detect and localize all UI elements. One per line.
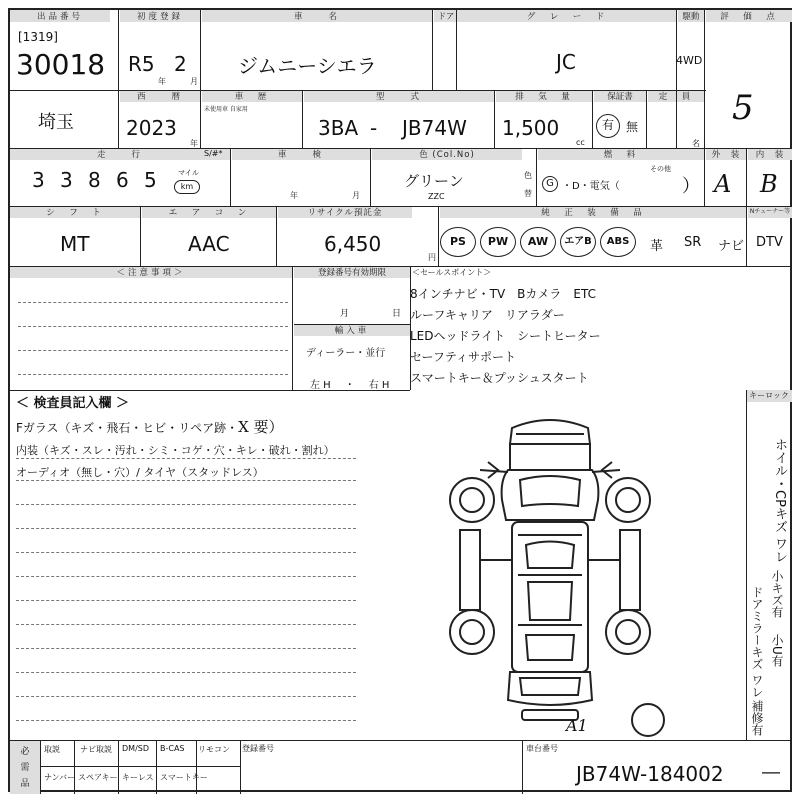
mileage-label: 走 行	[10, 148, 230, 160]
option-leather: 革	[650, 239, 664, 254]
sales-point: LEDヘッドライト シートヒーター	[410, 329, 601, 343]
footer-navi: ナビ取説	[80, 745, 112, 754]
drive: 4WD	[676, 54, 703, 67]
lot-number: 30018	[16, 48, 106, 81]
fuel-d: D	[572, 181, 580, 192]
import-right: 右 H	[368, 380, 390, 391]
first-reg-era: R5	[128, 52, 155, 76]
option-sr: SR	[684, 235, 702, 250]
option-aw: AW	[520, 227, 556, 257]
footer-number: ナンバー	[44, 773, 76, 782]
cc-unit: cc	[576, 138, 585, 147]
inspection-label: 車 検	[232, 148, 370, 160]
notes-label: ＜注意事項＞	[10, 266, 292, 278]
reg-no-label: 登録番号	[242, 744, 274, 753]
footer-smartkey: スマートキー	[160, 773, 208, 782]
mileage-digit: 3	[32, 168, 45, 192]
tuner-label: Nチューナー等	[748, 206, 792, 218]
lot-tag: [1319]	[18, 30, 58, 44]
chassis-number: JB74W-184002	[576, 762, 724, 786]
model-dash: -	[370, 116, 378, 140]
color-label: 色 (Col.No)	[372, 148, 522, 160]
sales-points-label: ＜セールスポイント＞	[412, 268, 492, 277]
vehicle-history-note: 未使用車 自家用	[204, 106, 248, 113]
capacity-unit: 名	[692, 139, 700, 148]
footer-side-1: 必	[20, 747, 30, 757]
grade: JC	[556, 50, 576, 74]
damage-note-1: ホイル・CPキズ ワレ	[772, 438, 787, 564]
inspection-month-unit: 月	[352, 191, 360, 200]
footer-dm: DM/SD	[122, 744, 149, 753]
model-prefix: 3BA	[318, 116, 359, 140]
color-side-2: 替	[524, 189, 532, 198]
auction-sheet: 出品番号 [1319] 30018 初度登録 R5 2 年 月 車 名 ジムニーシエラ ドア グ レ ー ド JC 駆動 4WD 評 価 点 5 埼玉 西 暦 2023 年 車 歴 未使用車 自家用 型 式 3BA - JB74W 排 気 量 1,500 cc 保証書 有 無 定 員 名 走 行 S/#* 3 3 8 6 5 マイル km 車 検 年 月 色 (Col.No) グリーン ZZC 色 替 燃 料 G ・D・電気（ その他 ） 外 装 A 内 装 B シ フ ト MT エ ア コ ン AAC リサイクル預託金 6,450 円 純 正 装 備 品 Nチューナー等 PS PW AW エアB ABS 革 SR ナビ DTV ＜注意事項＞ 登録番号有効期限 月 日 輸入車 ディーラー・並行 左 H ・ 右 H ＜セールスポイント＞ 8インチナビ・TV Bカメラ ETC ルーフキャリア リアラダー LEDヘッドライト シートヒーター セーフティサポート スマートキー＆プッシュスタート ＜ 検査員記入欄 ＞ Fガラス（キズ・飛石・ヒビ・リペア跡・X 要） 内装（キズ・スレ・汚れ・シミ・コゲ・穴・キレ・破れ・割れ） オーディオ（無し・穴）/ タイヤ（スタッドレス） A1 キーロック ホイル・CPキズ ワレ ドアミラーキズ ワレ 小キズ有 小U有 補修有 必 需 品 取説 ナビ取説 DM/SD B-CAS リモコン ナンバー スペアキー キーレス スマートキー 登録番号 車台番号 JB74W-184002 ―	[8, 8, 792, 792]
first-reg-label: 初度登録	[120, 10, 200, 22]
first-reg-month: 2	[174, 52, 187, 76]
inspector-line-3: オーディオ（無し・穴）/ タイヤ（スタッドレス）	[16, 466, 264, 479]
sales-point: 8インチナビ・TV Bカメラ ETC	[410, 287, 596, 301]
keylock-label: キーロック	[746, 390, 792, 402]
option-pw: PW	[480, 227, 516, 257]
car-damage-diagram	[430, 410, 670, 740]
color-code: ZZC	[428, 192, 445, 201]
model-label: 型 式	[304, 90, 494, 102]
sales-point: スマートキー＆プッシュスタート	[410, 371, 589, 385]
sales-point: セーフティサポート	[410, 350, 516, 364]
recycle-value: 6,450	[324, 232, 382, 256]
month-unit: 月	[190, 77, 198, 86]
damage-note-4: 小U有	[770, 634, 784, 667]
score-label: 評 価 点	[706, 10, 792, 22]
footer-spare: スペアキー	[78, 773, 118, 782]
inspector-line-1	[16, 416, 284, 437]
mileage-digit: 6	[116, 168, 129, 192]
mile-unit: マイル	[178, 169, 199, 177]
year: 2023	[126, 116, 177, 140]
exterior-label: 外 装	[706, 148, 746, 160]
import-dealer: ディーラー・並行	[306, 348, 386, 359]
yen-unit: 円	[428, 253, 436, 262]
vehicle-history-label: 車 歴	[202, 90, 302, 102]
fuel-g: G	[542, 176, 558, 192]
warranty-no: 無	[626, 120, 639, 134]
fuel-elec: 電気	[589, 181, 610, 192]
sales-points	[410, 284, 601, 389]
option-dtv: DTV	[756, 235, 783, 250]
import-dot: ・	[344, 380, 355, 391]
footer-bcas: B-CAS	[160, 744, 185, 753]
mileage-digit: 8	[88, 168, 101, 192]
footer-side-2: 需	[20, 763, 30, 773]
aircon: AAC	[188, 232, 230, 256]
region-label: 西 暦	[120, 90, 200, 102]
inspector-line-1-text: Fガラス（キズ・飛石・ヒビ・リペア跡・	[16, 421, 239, 435]
reg-expiry-month: 月	[340, 309, 350, 319]
drive-label: 駆動	[678, 10, 704, 22]
damage-note-3: 小キズ有	[770, 570, 784, 618]
car-name: ジムニーシエラ	[238, 54, 377, 78]
mileage-digit: 3	[60, 168, 73, 192]
footer-remote: リモコン	[198, 745, 230, 754]
footer-side-3: 品	[20, 779, 30, 789]
inspector-label: ＜ 検査員記入欄 ＞	[16, 396, 130, 411]
shift: MT	[60, 232, 90, 256]
inspector-line-1-mark: X 要）	[238, 418, 284, 436]
km-unit: km	[174, 180, 200, 194]
chassis-label: 車台番号	[526, 744, 558, 753]
grade-label: グ レ ー ド	[458, 10, 676, 22]
model-code: JB74W	[402, 116, 467, 140]
region: 埼玉	[38, 112, 74, 133]
reg-expiry-day: 日	[392, 309, 402, 319]
aircon-label: エ ア コ ン	[142, 206, 276, 218]
sales-point: ルーフキャリア リアラダー	[410, 308, 565, 322]
score: 5	[732, 88, 754, 128]
door-label: ドア	[434, 10, 458, 22]
color-name: グリーン	[404, 172, 464, 190]
mileage-digits	[32, 168, 172, 192]
fuel-label: 燃 料	[538, 148, 704, 160]
footer-side	[10, 740, 40, 794]
shift-label: シ フ ト	[10, 206, 140, 218]
fuel-other: その他	[650, 165, 671, 173]
footer-acquired: 取説	[44, 745, 60, 754]
warranty-label: 保証書	[594, 90, 646, 102]
import-left: 左 H	[310, 380, 331, 391]
interior-label: 内 装	[748, 148, 792, 160]
recycle-label: リサイクル預託金	[278, 206, 412, 218]
car-name-label: 車 名	[202, 10, 432, 22]
option-ps: PS	[440, 227, 476, 257]
warranty-yes: 有	[596, 114, 620, 138]
options-label: 純 正 装 備 品	[440, 206, 746, 218]
import-label: 輸入車	[294, 324, 410, 336]
color-side-1: 色	[524, 171, 532, 180]
inspection-year-unit: 年	[290, 191, 298, 200]
damage-note-5: 補修有	[750, 700, 764, 736]
displacement-label: 排 気 量	[496, 90, 592, 102]
damage-note-2: ドアミラーキズ ワレ	[750, 586, 764, 698]
exterior-grade: A	[714, 170, 732, 198]
capacity-label: 定 員	[648, 90, 704, 102]
option-airbag: エアB	[560, 227, 596, 257]
option-abs: ABS	[600, 227, 636, 257]
lot-label: 出品番号	[10, 10, 110, 22]
year-unit: 年	[158, 77, 166, 86]
reg-expiry-label: 登録番号有効期限	[294, 266, 410, 278]
diagram-mark: A1	[566, 716, 588, 735]
displacement: 1,500	[502, 116, 560, 140]
mileage-sharp: S/#*	[204, 149, 223, 158]
inspector-line-2: 内装（キズ・スレ・汚れ・シミ・コゲ・穴・キレ・破れ・割れ）	[16, 444, 335, 457]
interior-grade: B	[760, 170, 778, 198]
year-unit-2: 年	[190, 139, 198, 148]
chassis-tail: ―	[762, 762, 780, 783]
footer-keyless: キーレス	[122, 773, 154, 782]
mileage-digit: 5	[144, 168, 157, 192]
option-navi: ナビ	[718, 239, 745, 254]
